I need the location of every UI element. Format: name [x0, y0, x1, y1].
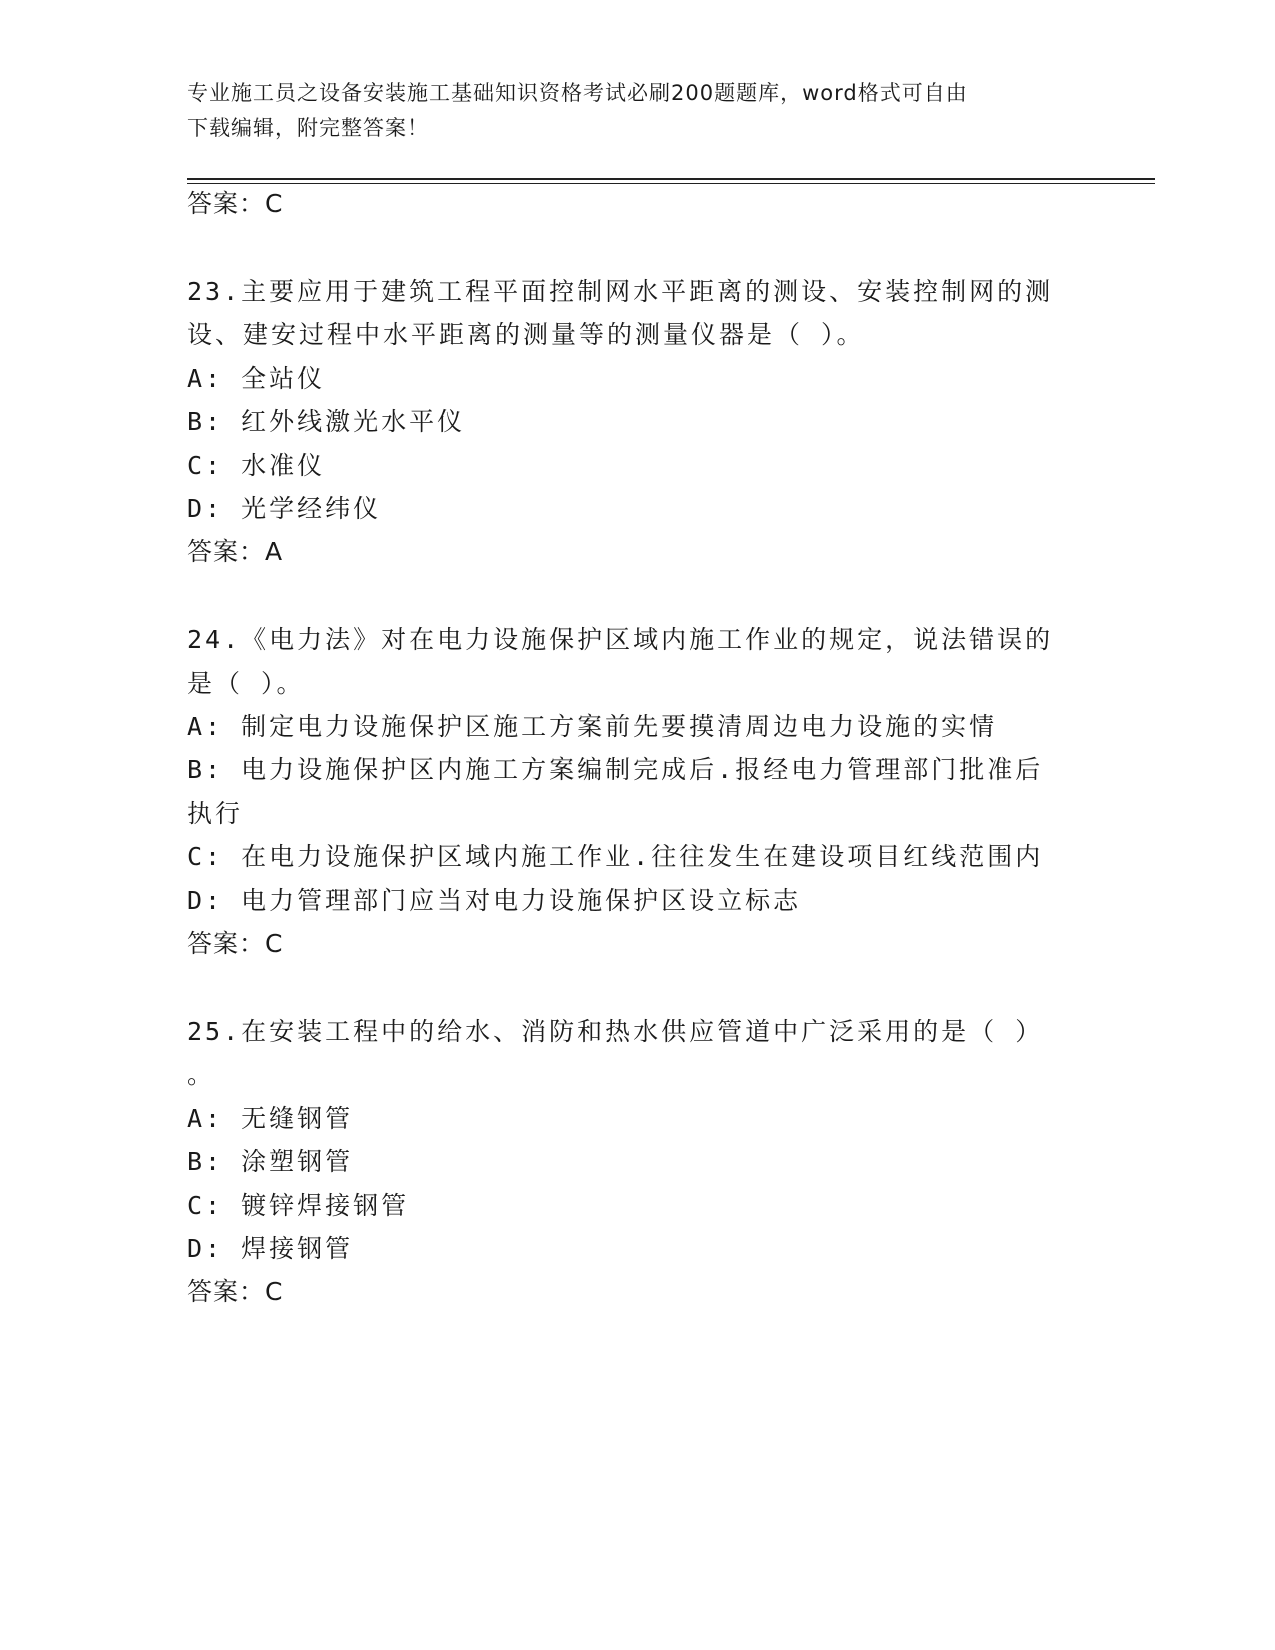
header-rule-thick [187, 178, 1155, 180]
q25-option-d: D: 焊接钢管 [187, 1234, 354, 1263]
q24-option-d: D: 电力管理部门应当对电力设施保护区设立标志 [187, 886, 802, 915]
q24-text-line-2: 是（ ）。 [187, 669, 305, 698]
q24-text-line-1: 24.《电力法》对在电力设施保护区域内施工作业的规定，说法错误的 [187, 625, 1054, 654]
q25-answer: 答案：C [187, 1277, 284, 1306]
q24-option-b-continued: 执行 [187, 799, 244, 828]
prev-answer: 答案：C [187, 189, 284, 218]
q24-option-b: B: 电力设施保护区内施工方案编制完成后.报经电力管理部门批准后 [187, 755, 1044, 784]
q24-option-c: C: 在电力设施保护区域内施工作业.往往发生在建设项目红线范围内 [187, 842, 1044, 871]
q23-option-c: C: 水准仪 [187, 451, 326, 480]
q25-text-line-1: 25.在安装工程中的给水、消防和热水供应管道中广泛采用的是（ ） [187, 1017, 1044, 1046]
header-line-2: 下载编辑，附完整答案！ [187, 116, 429, 140]
header-rule-thin [187, 183, 1155, 184]
q23-text-line-2: 设、建安过程中水平距离的测量等的测量仪器是（ ）。 [187, 320, 865, 349]
q25-text-line-2: 。 [187, 1060, 216, 1089]
q25-option-c: C: 镀锌焊接钢管 [187, 1191, 410, 1220]
q23-text-line-1: 23.主要应用于建筑工程平面控制网水平距离的测设、安装控制网的测 [187, 277, 1054, 306]
q25-option-a: A: 无缝钢管 [187, 1104, 354, 1133]
q23-option-b: B: 红外线激光水平仪 [187, 407, 466, 436]
q23-option-a: A: 全站仪 [187, 364, 326, 393]
q25-option-b: B: 涂塑钢管 [187, 1147, 354, 1176]
header-line-1: 专业施工员之设备安装施工基础知识资格考试必刷200题题库，word格式可自由 [187, 81, 968, 105]
document-header [187, 76, 1087, 146]
q23-answer: 答案：A [187, 537, 284, 566]
q23-option-d: D: 光学经纬仪 [187, 494, 382, 523]
q24-option-a: A: 制定电力设施保护区施工方案前先要摸清周边电力设施的实情 [187, 712, 998, 741]
q24-answer: 答案：C [187, 929, 284, 958]
